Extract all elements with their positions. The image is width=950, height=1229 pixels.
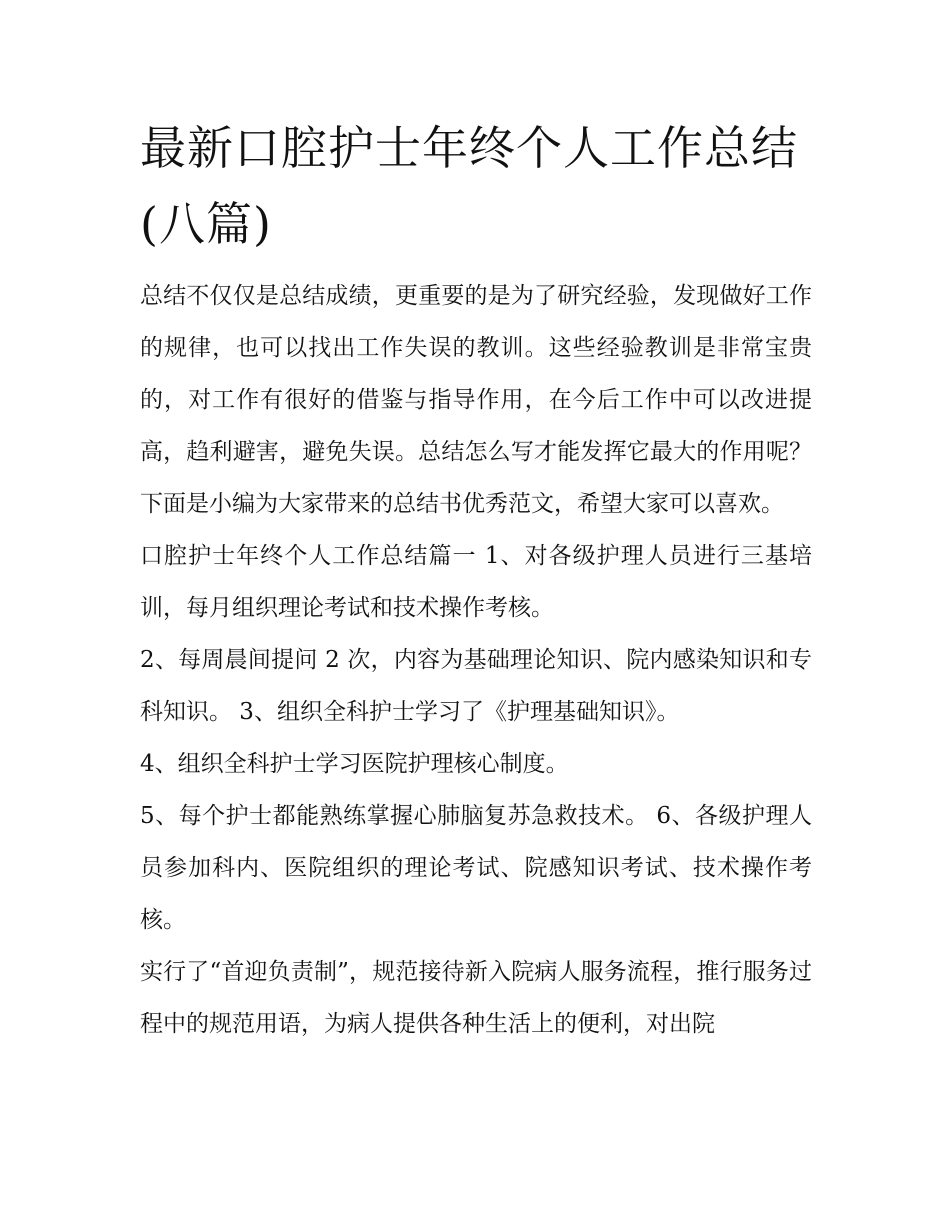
paragraph-intro: 总结不仅仅是总结成绩，更重要的是为了研究经验，发现做好工作的规律，也可以找出工作失误的教训。这些经验教训是非常宝贵的，对工作有很好的借鉴与指导作用，在今后工作中可以改进提高，趋利避害，避免失误。总结怎么写才能发挥它最大的作用呢？下面是小编为大家带来的总结书优秀范文，希望大家可以喜欢。 — [140, 283, 812, 517]
document-title: 最新口腔护士年终个人工作总结(八篇) — [140, 121, 798, 251]
paragraph-item-4: 4、组织全科护士学习医院护理核心制度。 — [140, 751, 569, 777]
paragraph-section-one: 口腔护士年终个人工作总结篇一 1、对各级护理人员进行三基培训，每月组织理论考试和技术操作考核。 — [140, 543, 812, 621]
paragraph-items-5-6: 5、每个护士都能熟练掌握心肺脑复苏急救技术。 6、各级护理人员参加科内、医院组织的理论考试、院感知识考试、技术操作考核。 — [140, 803, 812, 933]
paragraph-first-greeting: 实行了“首迎负责制”，规范接待新入院病人服务流程，推行服务过程中的规范用语，为病人提供各种生活上的便利，对出院 — [140, 959, 812, 1037]
document-page — [140, 110, 812, 1050]
paragraph-items-2-3: 2、每周晨间提问 2 次，内容为基础理论知识、院内感染知识和专科知识。 3、组织全科护士学习了《护理基础知识》。 — [140, 647, 812, 725]
